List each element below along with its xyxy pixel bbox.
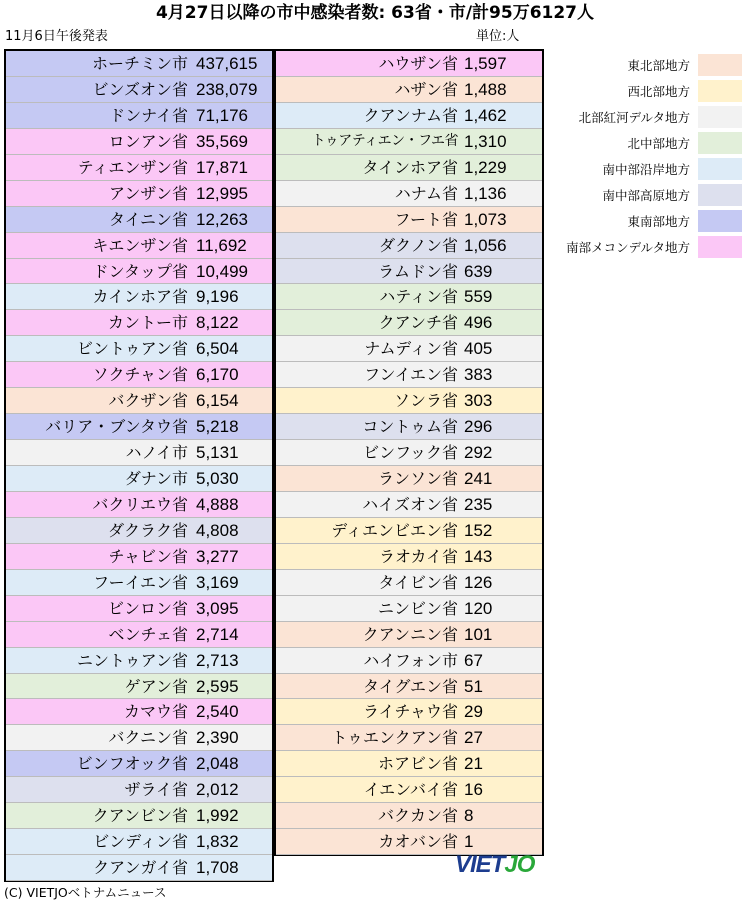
table-row: [276, 310, 542, 336]
legend-item: [552, 157, 742, 183]
province-name: ハナム省: [394, 183, 458, 203]
province-name: バリア・ブンタウ省: [45, 417, 188, 437]
case-count: 126: [464, 572, 493, 592]
province-name: タイニン省: [108, 209, 188, 229]
table-row: [6, 570, 272, 596]
table-row: [6, 699, 272, 725]
case-count: 1,229: [464, 157, 507, 177]
province-name: コントゥム省: [362, 417, 458, 437]
case-count: 2,390: [196, 728, 239, 748]
province-name: ニントゥアン省: [77, 650, 188, 670]
province-name: ロンアン省: [108, 131, 188, 151]
legend-label: 西北部地方: [627, 84, 690, 99]
table-row: [276, 492, 542, 518]
table-row: [6, 648, 272, 674]
page-title: 4月27日以降の市中感染者数: 63省・市/計95万6127人: [155, 3, 595, 23]
case-count: 1,597: [464, 54, 507, 73]
copyright-credit: (C) VIETJOベトナムニュース: [4, 885, 167, 900]
table-row: [276, 129, 542, 155]
table-row: [276, 518, 542, 544]
table-row: [276, 284, 542, 310]
province-name: ハノイ市: [125, 443, 188, 463]
table-row: [276, 181, 542, 207]
province-name: フーイエン省: [93, 572, 188, 592]
legend-swatch: [698, 236, 742, 258]
province-name: ニンビン省: [377, 598, 458, 618]
case-count: 1,488: [464, 79, 507, 99]
table-row: [6, 674, 272, 700]
case-count: 1,073: [464, 209, 507, 229]
legend-label: 南中部高原地方: [602, 188, 690, 203]
case-count: 1,832: [196, 832, 239, 852]
case-count: 292: [464, 443, 493, 463]
table-row: [276, 51, 542, 77]
table-row: [276, 362, 542, 388]
province-name: ザライ省: [124, 780, 188, 800]
table-row: [6, 155, 272, 181]
table-row: [6, 829, 272, 855]
unit-label: 単位:人: [476, 29, 520, 44]
table-row: [6, 466, 272, 492]
table-row: [6, 77, 272, 103]
province-name: チャビン省: [108, 546, 188, 566]
province-name: トゥアティエン・フエ省: [311, 132, 458, 149]
case-count: 6,170: [196, 365, 239, 385]
province-name: ベンチェ省: [108, 624, 188, 644]
case-count: 35,569: [196, 131, 248, 151]
table-row: [276, 648, 542, 674]
case-count: 5,030: [196, 469, 239, 488]
province-name: カントー市: [107, 313, 188, 333]
province-name: イエンバイ省: [363, 780, 458, 800]
region-legend: [552, 53, 742, 261]
case-count: 27: [464, 728, 483, 748]
case-count: 639: [464, 261, 493, 281]
case-count: 303: [464, 391, 493, 411]
province-name: カマウ省: [123, 702, 188, 722]
case-count: 1,056: [464, 235, 507, 255]
table-row: [6, 544, 272, 570]
case-count: 11,692: [196, 235, 247, 255]
table-row: [6, 259, 272, 285]
province-name: キエンザン省: [92, 235, 188, 255]
table-row: [6, 310, 272, 336]
province-name: ビンロン省: [107, 598, 188, 618]
case-count: 29: [464, 702, 483, 722]
case-count: 2,595: [196, 676, 239, 696]
case-count: 51: [464, 676, 483, 696]
case-count: 241: [464, 469, 493, 488]
case-count: 238,079: [196, 79, 258, 99]
table-row: [6, 751, 272, 777]
table-row: [6, 388, 272, 414]
table-row: [276, 699, 542, 725]
province-name: ビンフック省: [363, 443, 458, 463]
province-name: フンイエン省: [364, 365, 458, 385]
case-count: 4,808: [196, 520, 239, 540]
province-name: カオバン省: [378, 832, 458, 852]
case-count: 1,310: [464, 131, 507, 151]
province-name: ハイフォン市: [363, 650, 458, 670]
case-count: 10,499: [196, 261, 248, 281]
province-name: ディエンビエン省: [331, 520, 458, 540]
case-count: 3,277: [196, 546, 239, 566]
logo-part-jo: JO: [504, 851, 535, 878]
province-name: タイビン省: [378, 572, 458, 592]
case-count: 5,131: [196, 443, 239, 463]
province-name: ビンズオン省: [92, 79, 188, 99]
table-row: [276, 77, 542, 103]
table-row: [6, 336, 272, 362]
table-row: [276, 674, 542, 700]
case-count: 405: [464, 339, 493, 359]
table-row: [6, 181, 272, 207]
case-count: 12,263: [196, 209, 248, 229]
province-name: クアンチ省: [378, 313, 458, 333]
case-count: 120: [464, 598, 493, 618]
case-count: 17,871: [196, 157, 248, 177]
case-count: 16: [464, 780, 483, 800]
case-count: 152: [464, 520, 493, 540]
vietjo-logo: [455, 851, 534, 879]
table-row: [276, 259, 542, 285]
province-name: ビンフオック省: [76, 754, 188, 774]
province-name: カインホア省: [92, 287, 188, 307]
province-name: アンザン省: [108, 183, 188, 203]
legend-label: 南部メコンデルタ地方: [566, 240, 690, 255]
table-row: [276, 207, 542, 233]
legend-item: [552, 131, 742, 157]
province-name: バクニン省: [108, 728, 188, 748]
case-count: 2,012: [196, 780, 239, 800]
legend-item: [552, 79, 742, 105]
province-name: ドンタップ省: [92, 261, 188, 281]
legend-swatch: [698, 106, 742, 128]
table-row: [6, 129, 272, 155]
legend-item: [552, 53, 742, 79]
table-row: [276, 233, 542, 259]
case-count: 2,540: [196, 702, 239, 722]
logo-part-viet: VIET: [455, 851, 505, 878]
table-row: [276, 751, 542, 777]
case-count: 4,888: [196, 494, 239, 514]
case-count: 235: [464, 494, 493, 514]
case-count: 12,995: [196, 183, 248, 203]
province-name: ダナン市: [124, 469, 188, 488]
province-name: ソクチャン省: [92, 365, 188, 385]
legend-label: 東北部地方: [627, 58, 690, 73]
province-name: ホーチミン市: [91, 54, 188, 73]
province-name: ナムディン省: [364, 339, 458, 359]
legend-item: [552, 105, 742, 131]
table-row: [6, 855, 272, 881]
cases-table-right: [274, 49, 544, 856]
case-count: 2,714: [196, 624, 239, 644]
province-name: ビントゥアン省: [77, 339, 188, 359]
legend-swatch: [698, 80, 742, 102]
legend-swatch: [698, 132, 742, 154]
province-name: クアンナム省: [363, 105, 458, 125]
table-row: [6, 596, 272, 622]
case-count: 296: [464, 417, 493, 437]
province-name: ラムドン省: [378, 261, 458, 281]
case-count: 6,154: [196, 391, 239, 411]
table-row: [6, 207, 272, 233]
case-count: 6,504: [196, 339, 239, 359]
announcement-date: 11月6日午後発表: [5, 29, 108, 44]
table-row: [6, 362, 272, 388]
case-count: 3,169: [196, 572, 239, 592]
legend-item: [552, 183, 742, 209]
case-count: 71,176: [196, 105, 248, 125]
table-row: [276, 466, 542, 492]
province-name: ホアビン省: [377, 754, 458, 774]
province-name: バクリエウ省: [92, 494, 188, 514]
cases-table-left: [4, 49, 274, 882]
legend-label: 北中部地方: [627, 136, 690, 151]
table-row: [6, 492, 272, 518]
case-count: 8: [464, 806, 474, 826]
province-name: ライチャウ省: [362, 702, 458, 722]
province-name: ダクラク省: [107, 520, 188, 540]
case-count: 1: [464, 832, 474, 852]
legend-item: [552, 235, 742, 261]
province-name: ゲアン省: [124, 676, 188, 696]
legend-label: 南中部沿岸地方: [602, 162, 690, 177]
case-count: 21: [464, 754, 483, 774]
table-row: [6, 803, 272, 829]
case-count: 437,615: [196, 54, 258, 73]
table-row: [276, 440, 542, 466]
table-row: [276, 803, 542, 829]
table-row: [276, 414, 542, 440]
legend-swatch: [698, 158, 742, 180]
province-name: ラオカイ省: [378, 546, 458, 566]
table-row: [276, 155, 542, 181]
table-row: [6, 284, 272, 310]
province-name: ハイズオン省: [362, 494, 458, 514]
case-count: 559: [464, 287, 493, 307]
table-row: [6, 233, 272, 259]
table-row: [276, 103, 542, 129]
table-row: [6, 103, 272, 129]
table-row: [276, 777, 542, 803]
province-name: タインホア省: [362, 157, 458, 177]
case-count: 143: [464, 546, 493, 566]
case-count: 67: [464, 650, 483, 670]
province-name: バクザン省: [108, 391, 188, 411]
province-name: クアンニン省: [362, 624, 458, 644]
table-row: [6, 725, 272, 751]
province-name: フート省: [394, 209, 458, 229]
table-row: [276, 570, 542, 596]
table-row: [276, 388, 542, 414]
legend-label: 北部紅河デルタ地方: [578, 110, 690, 125]
province-name: ハウザン省: [378, 54, 458, 73]
province-name: ハザン省: [394, 79, 458, 99]
legend-item: [552, 209, 742, 235]
case-count: 383: [464, 365, 493, 385]
table-row: [6, 51, 272, 77]
case-count: 8,122: [196, 313, 239, 333]
case-count: 1,992: [196, 806, 239, 826]
province-name: ティエンザン省: [77, 157, 188, 177]
table-row: [276, 725, 542, 751]
table-row: [6, 622, 272, 648]
province-name: クアンビン省: [92, 806, 188, 826]
province-name: ビンディン省: [93, 832, 188, 852]
case-count: 496: [464, 313, 493, 333]
case-count: 2,048: [196, 754, 239, 774]
province-name: ダクノン省: [378, 235, 458, 255]
legend-swatch: [698, 184, 742, 206]
province-name: タイグエン省: [362, 676, 458, 696]
case-count: 101: [464, 624, 493, 644]
province-name: クアンガイ省: [93, 858, 188, 878]
case-count: 3,095: [196, 598, 239, 618]
table-row: [276, 544, 542, 570]
case-count: 9,196: [196, 287, 239, 307]
table-row: [6, 518, 272, 544]
table-row: [6, 414, 272, 440]
legend-label: 東南部地方: [627, 214, 690, 229]
table-row: [276, 596, 542, 622]
case-count: 1,708: [196, 858, 239, 878]
province-name: ドンナイ省: [109, 105, 188, 125]
table-row: [6, 777, 272, 803]
province-name: ランソン省: [377, 469, 458, 488]
case-count: 1,136: [464, 183, 507, 203]
legend-swatch: [698, 54, 742, 76]
case-count: 5,218: [196, 417, 239, 437]
table-row: [276, 622, 542, 648]
case-count: 1,462: [464, 105, 507, 125]
province-name: トゥエンクアン省: [331, 728, 458, 748]
table-row: [6, 440, 272, 466]
province-name: ソンラ省: [393, 391, 458, 411]
province-name: バクカン省: [377, 806, 458, 826]
table-row: [276, 336, 542, 362]
case-count: 2,713: [196, 650, 239, 670]
province-name: ハティン省: [379, 287, 458, 307]
legend-swatch: [698, 210, 742, 232]
